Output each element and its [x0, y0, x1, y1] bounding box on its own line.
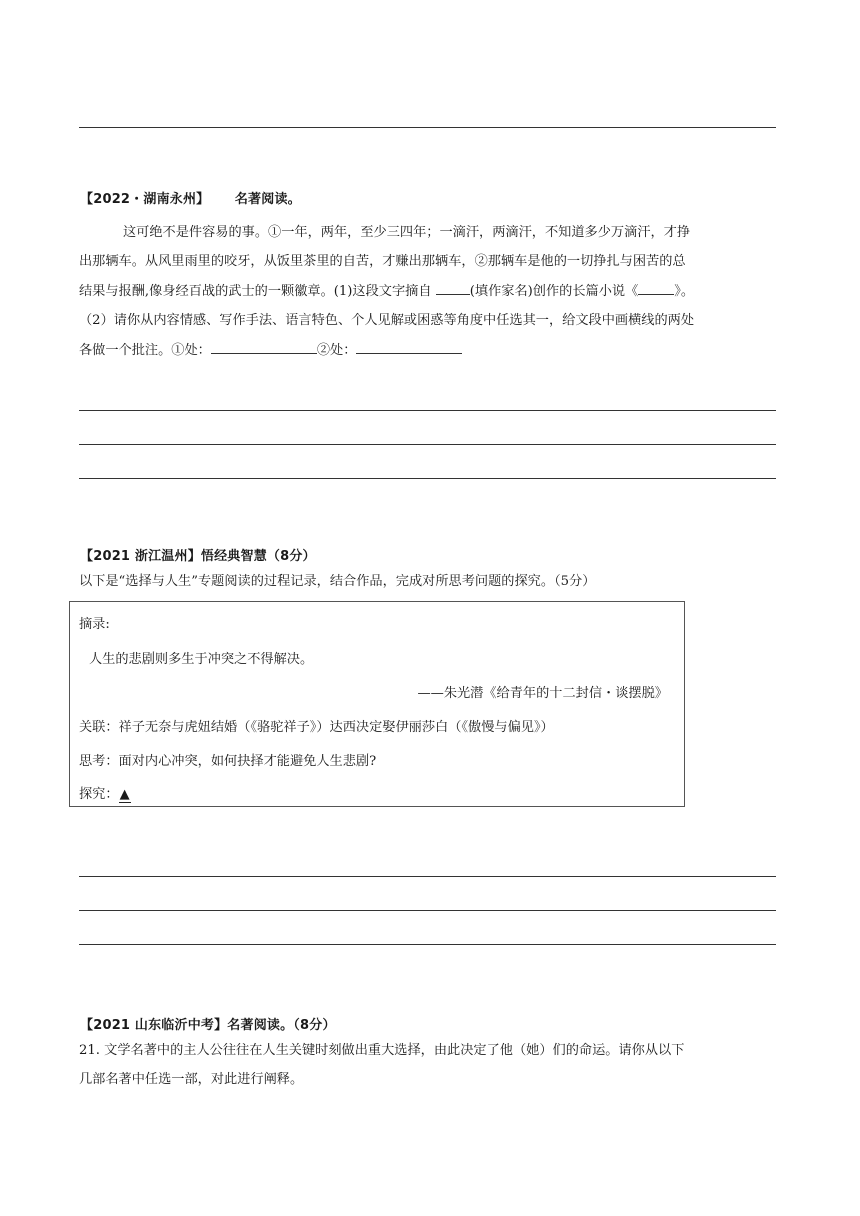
- think-text: 思考：面对内心冲突，如何抉择才能避免人生悲剧?: [79, 754, 377, 769]
- quote-text: 人生的悲剧则多生于冲突之不得解决。: [89, 652, 314, 667]
- question-line-1: 21. 文学名著中的主人公往往在人生关键时刻做出重大选择，由此决定了他（她）们的命运。请你从以下: [79, 1043, 685, 1058]
- answer-line: [79, 910, 776, 911]
- question-line-2: 几部名著中任选一部，对此进行阐释。: [79, 1072, 304, 1087]
- triangle-answer-mark[interactable]: ▲: [119, 787, 130, 802]
- passage-line-4: （2）请你从内容情感、写作手法、语言特色、个人见解或困惑等角度中任选其一，给文段中画横线的两处: [79, 313, 695, 328]
- reading-record-box: [69, 601, 685, 807]
- answer-line: [79, 410, 776, 411]
- excerpt-label: 摘录:: [79, 617, 110, 632]
- section-heading: 【2021 浙江温州】悟经典智慧（8分）: [80, 549, 316, 564]
- heading-title: 名著阅读。: [234, 192, 301, 207]
- explore-line: 探究：▲: [79, 787, 130, 802]
- answer-line: [79, 127, 776, 128]
- passage-line-5: 各做一个批注。①处： ②处：: [79, 336, 462, 365]
- annotation-blank-1[interactable]: [211, 340, 317, 354]
- answer-line: [79, 876, 776, 877]
- passage-line-1: 这可绝不是件容易的事。①一年，两年，至少三四年；一滴汗，两滴汗，不知道多少万滴汗，才挣: [123, 225, 691, 240]
- heading-source: 【2022・湖南永州】: [80, 192, 210, 207]
- novel-title-blank[interactable]: [638, 281, 674, 295]
- annotation-blank-2[interactable]: [356, 340, 462, 354]
- section-heading: 【2021 山东临沂中考】名著阅读。（8分）: [80, 1018, 336, 1033]
- answer-line: [79, 478, 776, 479]
- quote-attribution: ——朱光潜《给青年的十二封信・谈摆脱》: [417, 686, 668, 701]
- answer-line: [79, 444, 776, 445]
- answer-line: [79, 944, 776, 945]
- passage-line-3: 结果与报酬,像身经百战的武士的一颗徽章。(1)这段文字摘自 (填作家名)创作的长篇小说《 》。: [79, 277, 694, 306]
- link-text: 关联：祥子无奈与虎妞结婚（《骆驼祥子》）达西决定娶伊丽莎白（《傲慢与偏见》）: [79, 720, 554, 735]
- section-heading: [80, 188, 301, 207]
- author-blank[interactable]: [436, 281, 470, 295]
- passage-line-2: 出那辆车。从风里雨里的咬牙，从饭里茶里的自苦，才赚出那辆车，②那辆车是他的一切挣扎与困苦的总: [79, 254, 686, 269]
- section-intro: 以下是“选择与人生”专题阅读的过程记录，结合作品，完成对所思考问题的探究。（5分）: [79, 574, 596, 589]
